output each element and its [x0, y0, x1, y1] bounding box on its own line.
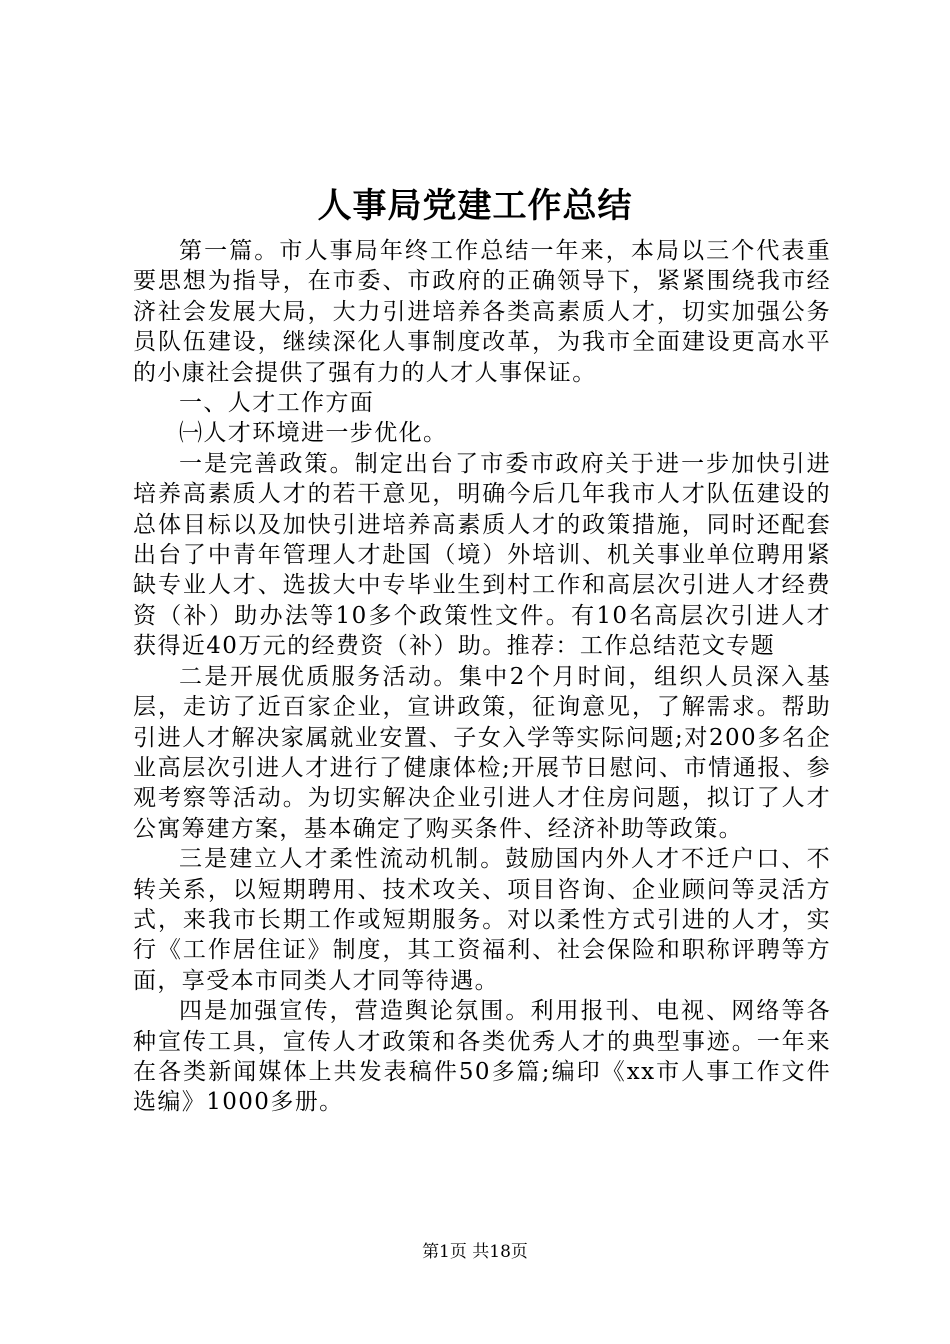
- document-title: 人事局党建工作总结: [317, 186, 633, 226]
- paragraph-service: 二是开展优质服务活动。集中2个月时间，组织人员深入基层，走访了近百家企业，宣讲政策，征询意见，了解需求。帮助引进人才解决家属就业安置、子女入学等实际问题;对200多名企业高层次引进人才进行了健康体检;开展节日慰问、市情通报、参观考察等活动。为切实解决企业引进人才住房问题，拟订了人才公寓筹建方案，基本确定了购买条件、经济补助等政策。: [133, 663, 831, 842]
- subsection-heading: ㈠人才环境进一步优化。: [179, 420, 448, 447]
- paragraph-intro: 第一篇。市人事局年终工作总结一年来，本局以三个代表重要思想为指导，在市委、市政府的正确领导下，紧紧围绕我市经济社会发展大局，大力引进培养各类高素质人才，切实加强公务员队伍建设，继续深化人事制度改革，为我市全面建设更高水平的小康社会提供了强有力的人才人事保证。: [133, 238, 831, 386]
- page-footer: 第1页 共18页: [422, 1242, 528, 1262]
- paragraph-mechanism: 三是建立人才柔性流动机制。鼓励国内外人才不迁户口、不转关系，以短期聘用、技术攻关、项目咨询、企业顾问等灵活方式，来我市长期工作或短期服务。对以柔性方式引进的人才，实行《工作居住证》制度，其工资福利、社会保险和职称评聘等方面，享受本市同类人才同等待遇。: [133, 846, 831, 994]
- paragraph-policy: 一是完善政策。制定出台了市委市政府关于进一步加快引进培养高素质人才的若干意见，明确今后几年我市人才队伍建设的总体目标以及加快引进培养高素质人才的政策措施，同时还配套出台了中青年管理人才赴国（境）外培训、机关事业单位聘用紧缺专业人才、选拔大中专毕业生到村工作和高层次引进人才经费资（补）助办法等10多个政策性文件。有10名高层次引进人才获得近40万元的经费资（补）助。推荐：工作总结范文专题: [133, 450, 831, 660]
- paragraph-publicity: 四是加强宣传，营造舆论氛围。利用报刊、电视、网络等各种宣传工具，宣传人才政策和各类优秀人才的典型事迹。一年来在各类新闻媒体上共发表稿件50多篇;编印《xx市人事工作文件选编》1000多册。: [133, 998, 831, 1116]
- document-body: [133, 236, 831, 1118]
- section-heading: 一、人才工作方面: [179, 390, 375, 417]
